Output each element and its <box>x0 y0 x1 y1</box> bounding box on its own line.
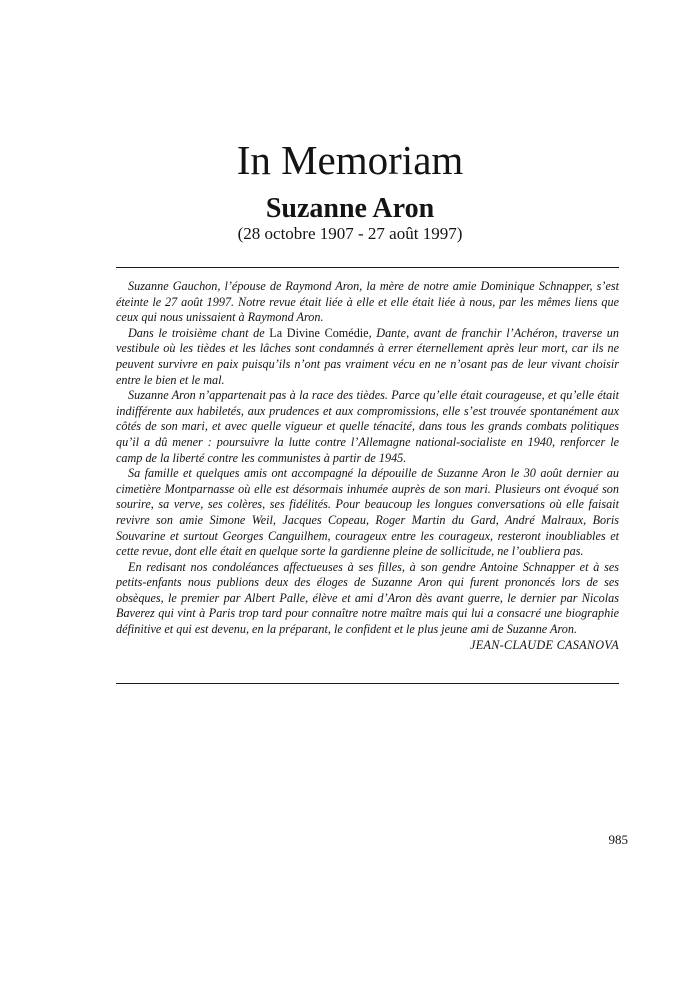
author-signature: JEAN-CLAUDE CASANOVA <box>470 637 619 652</box>
paragraph-2 <box>116 326 619 388</box>
paragraph-2-end: , Dante, avant de franchir l’Achéron, traverse un vestibule où les tièdes et les lâches sont condamnés à errer éternellement après leur mort, car ils ne peuvent survivre en paix puisqu’ils n’ont pas vraiment vécu en ne n’osant pas de leur vivant choisir entre le bien et le mal. <box>116 325 619 387</box>
subject-name: Suzanne Aron <box>265 193 435 224</box>
paragraph-5: En redisant nos condoléances affectueuses à ses filles, à son gendre Antoine Schnapper et à ses petits-enfants nous publions deux des éloges de Suzanne Aron qui furent prononcés lors de ses obsèques, le premier par Albert Palle, élève et ami d’Aron dès avant guerre, le dernier par Nicolas Baverez qui vint à Paris trop tard pour connaître notre maître mais qui lui a consacré une biographie définitive et qui est devenu, en la préparant, le confident et le plus jeune ami de Suzanne Aron. <box>116 559 619 637</box>
work-title: La Divine Comédie <box>269 325 369 340</box>
paragraph-3: Suzanne Aron n’appartenait pas à la race des tièdes. Parce qu’elle était courageuse, et qu’elle était indifférente aux habiletés, aux prudences et aux compromissions, elle s’est trouvée spontanément aux côtés de son mari, et avec quelle vigueur et quelle ténacité, dans tous les grands combats politiques qu’il a dû mener : poursuivre la lutte contre l’Allemagne national-socialiste en 1940, renforcer le camp de la liberté contre les communistes à partir de 1945. <box>116 388 619 465</box>
paragraph-4: Sa famille et quelques amis ont accompagné la dépouille de Suzanne Aron le 30 août dernier au cimetière Montparnasse où elle est désormais inhumée auprès de son mari. Plusieurs ont évoqué son sourire, sa verve, ses colères, ses fidélités. Pour beaucoup les longues conversations où elle faisait revivre son amie Simone Weil, Jacques Copeau, Roger Martin du Gard, André Malraux, Boris Souvarine et surtout Georges Canguilhem, courageux entre les courageux, resteront inoubliables et cette revue, dont elle était en quelque sorte la gardienne pleine de sollicitude, ne l’oubliera pas. <box>116 466 619 559</box>
paragraph-1: Suzanne Gauchon, l’épouse de Raymond Aron, la mère de notre amie Dominique Schnapper, s’est éteinte le 27 août 1997. Notre revue était liée à elle et elle était liée à nous, par les mêmes liens que ceux qui nous unissaient à Raymond Aron. <box>116 279 619 325</box>
paragraph-2-start: Dans le troisième chant de <box>128 325 270 340</box>
page-title: In Memoriam <box>236 137 464 183</box>
page-number: 985 <box>608 832 628 847</box>
bottom-divider <box>116 683 619 684</box>
top-divider <box>116 267 619 268</box>
article-body <box>116 279 619 653</box>
life-dates: (28 octobre 1907 - 27 août 1997) <box>237 224 463 243</box>
